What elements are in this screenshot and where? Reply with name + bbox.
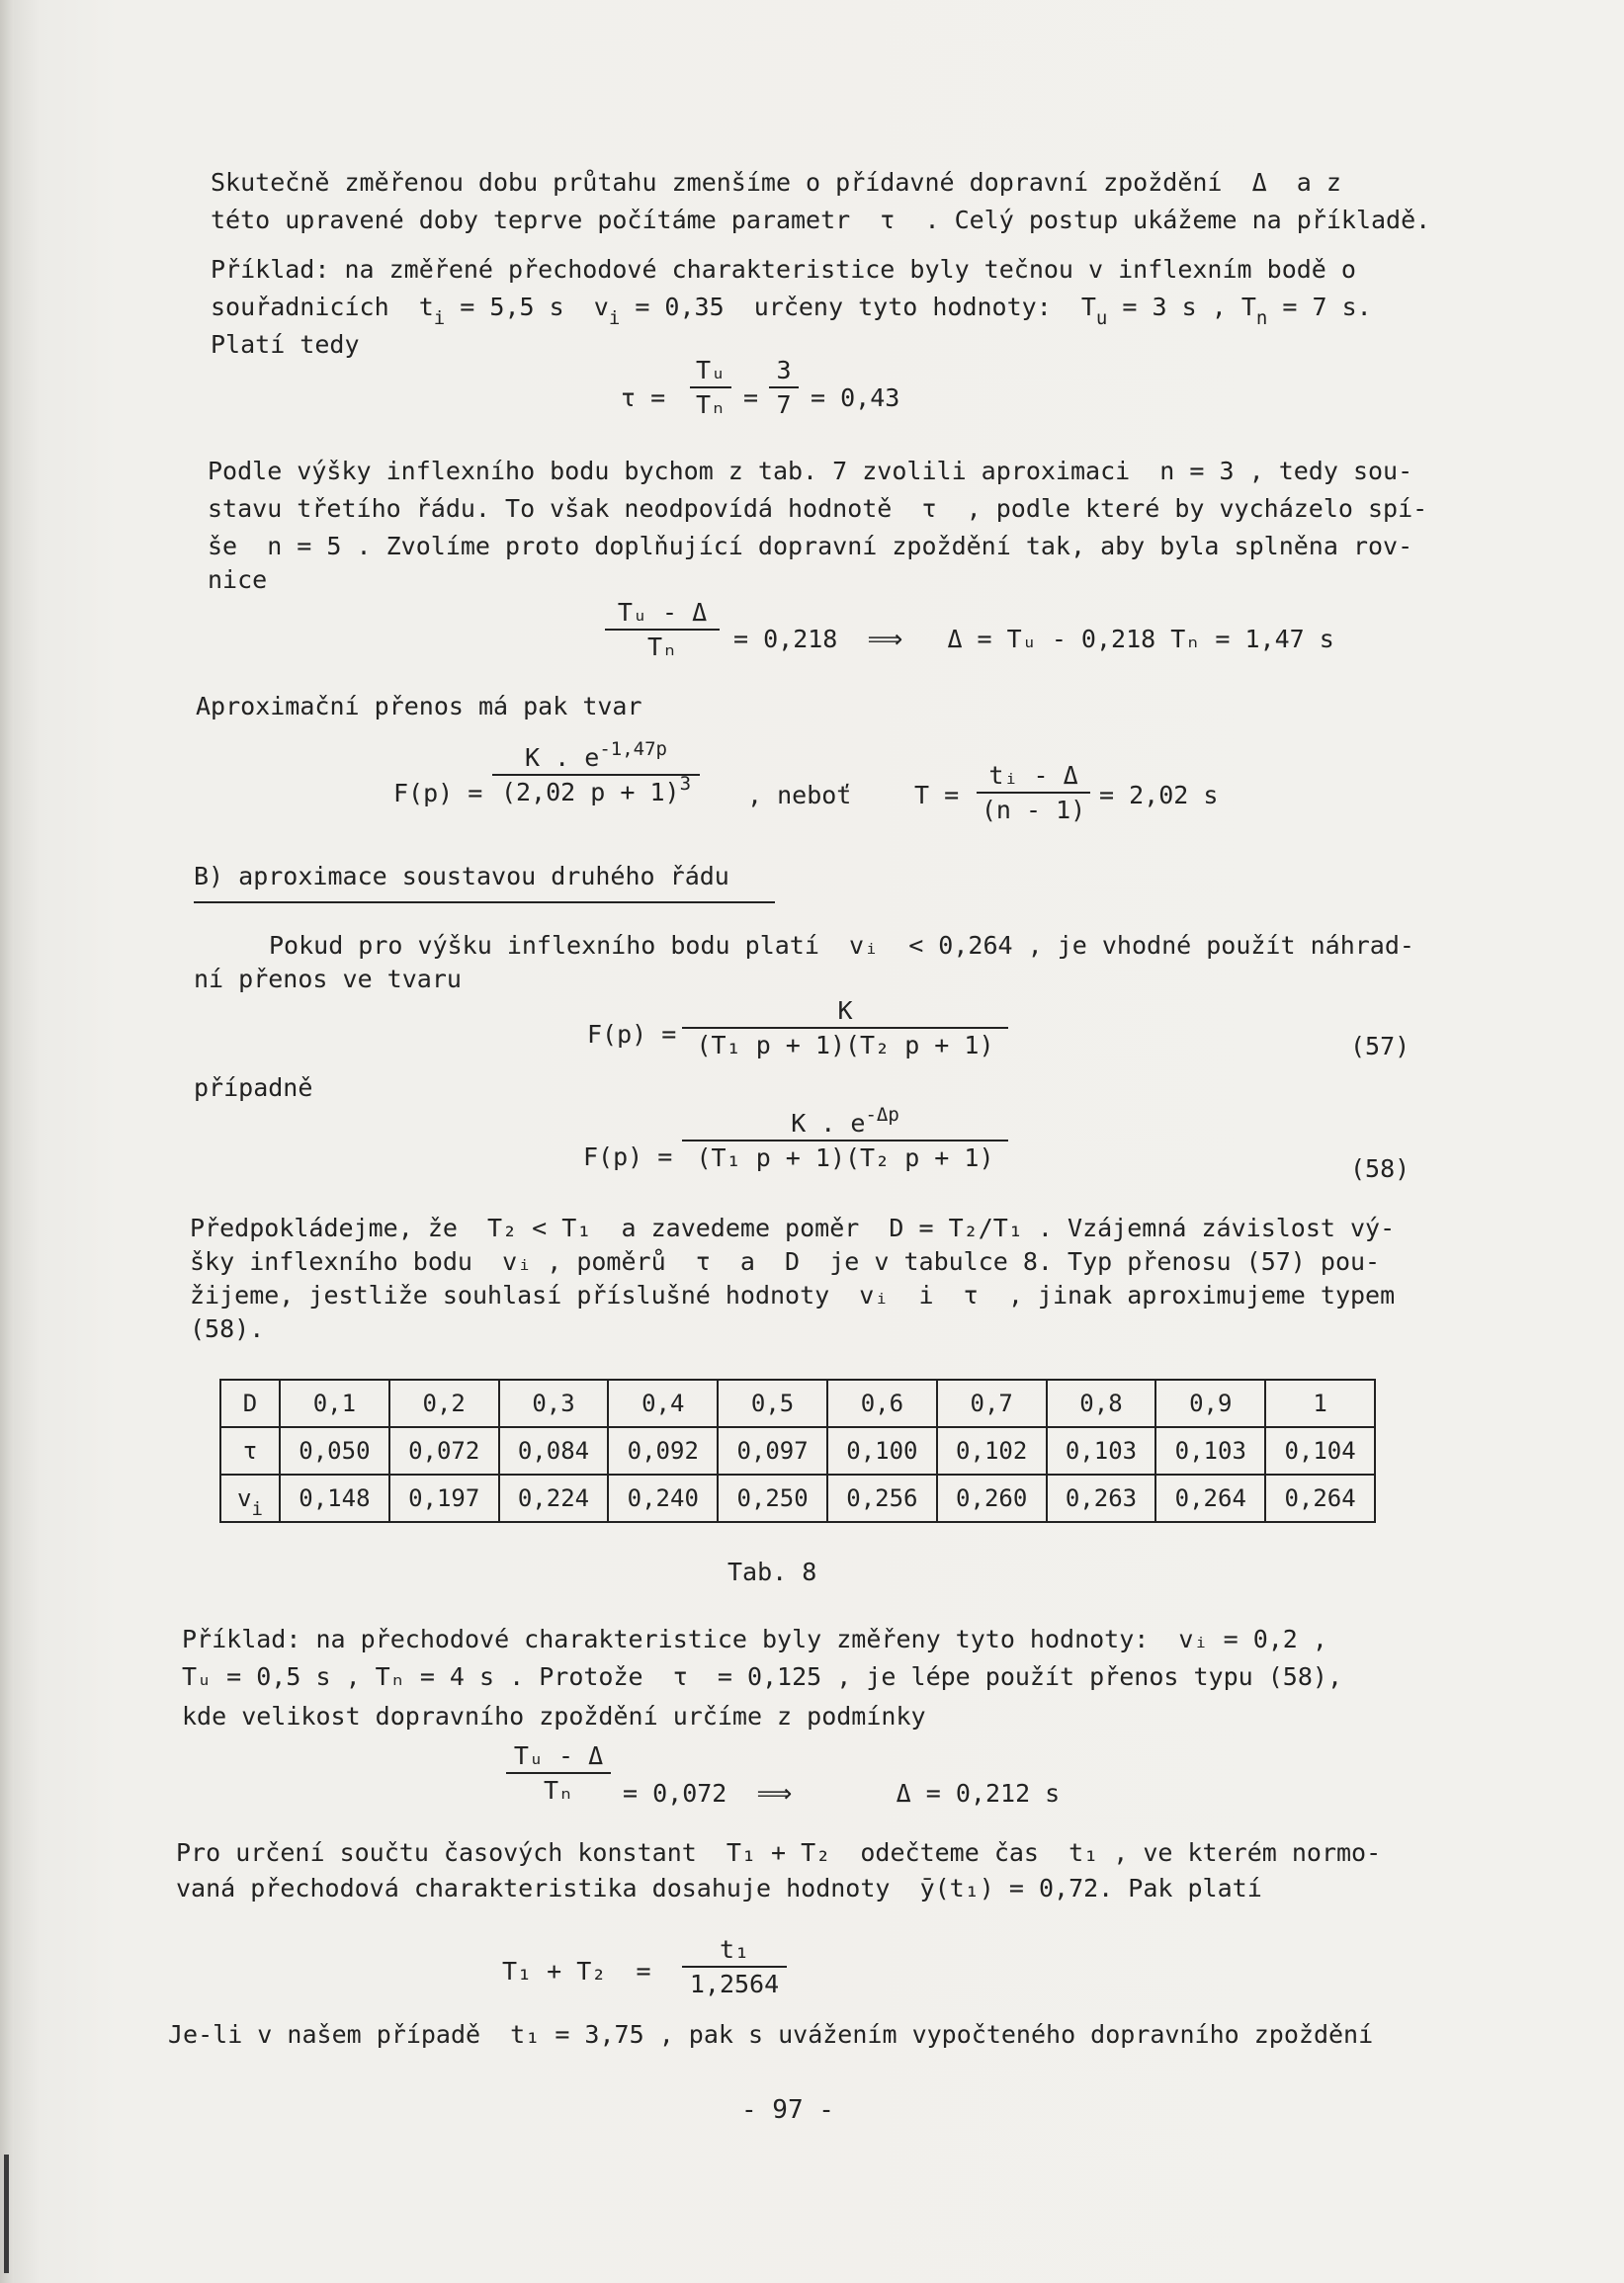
text-line: Podle výšky inflexního bodu bychom z tab. 7 zvolili aproximaci n = 3 , tedy sou- xyxy=(208,457,1413,485)
fraction: t₁ 1,2564 xyxy=(682,1935,787,1998)
table-cell: 1 xyxy=(1265,1380,1375,1427)
text-line: Skutečně změřenou dobu průtahu zmenšíme o přídavné dopravní zpoždění Δ a z xyxy=(211,168,1341,197)
text-line: Platí tedy xyxy=(211,330,360,359)
binding-mark xyxy=(4,2155,9,2273)
table-header-cell: τ xyxy=(220,1427,280,1475)
fraction: K (T₁ p + 1)(T₂ p + 1) xyxy=(682,996,1008,1059)
fraction: Tᵤ - Δ Tₙ xyxy=(506,1741,611,1805)
text-line: , neboť xyxy=(747,781,852,809)
table-cell: 0,250 xyxy=(718,1475,827,1522)
equation-number: (57) xyxy=(1350,1032,1410,1060)
equation-number: (58) xyxy=(1350,1154,1410,1183)
text-line: této upravené doby teprve počítáme parametr τ . Celý postup ukážeme na příkladě. xyxy=(211,206,1431,234)
table-cell: 0,100 xyxy=(827,1427,937,1475)
text-line: F(p) = xyxy=(583,1142,673,1171)
table-cell: 0,197 xyxy=(389,1475,499,1522)
fraction: tᵢ - Δ (n - 1) xyxy=(977,761,1090,824)
page-number: - 97 - xyxy=(741,2095,834,2125)
table-cell: 0,6 xyxy=(827,1380,937,1427)
text-line: T = xyxy=(914,781,960,809)
text-line: F(p) = xyxy=(393,779,483,807)
tau-symbol: τ = xyxy=(621,383,666,412)
table-cell: 0,104 xyxy=(1265,1427,1375,1475)
text-line: = 2,02 s xyxy=(1099,781,1219,809)
text-line: případně xyxy=(194,1073,313,1102)
table-cell: 0,9 xyxy=(1155,1380,1265,1427)
table-cell: 0,084 xyxy=(499,1427,609,1475)
fraction: K . $e^{-\Delta p}$ (T₁ p + 1)(T₂ p + 1) xyxy=(682,1109,1008,1172)
fraction: Tᵤ - Δ Tₙ xyxy=(605,598,720,661)
text-line: Předpokládejme, že T₂ < T₁ a zavedeme poměr D = T₂/T₁ . Vzájemná závislost vý- xyxy=(190,1214,1396,1242)
table-cell: 0,263 xyxy=(1047,1475,1156,1522)
text-line: Pokud pro výšku inflexního bodu platí vᵢ < 0,264 , je vhodné použít náhrad- xyxy=(269,931,1414,960)
table-cell: 0,092 xyxy=(608,1427,718,1475)
table-cell: 0,4 xyxy=(608,1380,718,1427)
fraction: Tᵤ Tₙ xyxy=(690,356,731,419)
table-cell: 0,072 xyxy=(389,1427,499,1475)
table-8 xyxy=(219,1379,1376,1523)
text-line: še n = 5 . Zvolíme proto doplňující dopravní zpoždění tak, aby byla splněna rov- xyxy=(208,532,1413,560)
text-result: = 0,43 xyxy=(811,383,900,412)
table-caption: Tab. 8 xyxy=(727,1558,817,1586)
table-cell: 0,1 xyxy=(280,1380,389,1427)
table-cell: 0,264 xyxy=(1265,1475,1375,1522)
table-cell: 0,3 xyxy=(499,1380,609,1427)
table-cell: 0,148 xyxy=(280,1475,389,1522)
table-header-cell: D xyxy=(220,1380,280,1427)
table-cell: 0,264 xyxy=(1155,1475,1265,1522)
table-cell: 0,097 xyxy=(718,1427,827,1475)
table-cell: 0,102 xyxy=(937,1427,1047,1475)
table-cell: 0,7 xyxy=(937,1380,1047,1427)
text-line: stavu třetího řádu. To však neodpovídá hodnotě τ , podle které by vycházelo spí- xyxy=(208,494,1428,523)
table-cell: 0,2 xyxy=(389,1380,499,1427)
text-line: Aproximační přenos má pak tvar xyxy=(196,692,642,720)
text-line: T₁ + T₂ = xyxy=(502,1957,651,1986)
text-line: F(p) = xyxy=(587,1020,677,1049)
table-cell: 0,050 xyxy=(280,1427,389,1475)
text-line: Příklad: na změřené přechodové charakteristice byly tečnou v inflexním bodě o xyxy=(211,255,1356,284)
table-row xyxy=(220,1380,1375,1427)
text-line: Je-li v našem případě t₁ = 3,75 , pak s uvážením vypočteného dopravního zpoždění xyxy=(168,2020,1374,2049)
table-cell: 0,256 xyxy=(827,1475,937,1522)
table-header-cell: $v_i$ xyxy=(220,1475,280,1522)
heading-underline xyxy=(194,901,775,903)
text-line: Pro určení součtu časových konstant T₁ + T₂ odečteme čas t₁ , ve kterém normo- xyxy=(176,1838,1382,1867)
fraction: 3 7 xyxy=(769,356,799,419)
text-line: nice xyxy=(208,565,268,594)
table-cell: 0,103 xyxy=(1155,1427,1265,1475)
table-cell: 0,260 xyxy=(937,1475,1047,1522)
table-row xyxy=(220,1475,1375,1522)
table-cell: 0,8 xyxy=(1047,1380,1156,1427)
text-equals: = xyxy=(743,383,759,412)
text-line: šky inflexního bodu vᵢ , poměrů τ a D je v tabulce 8. Typ přenosu (57) pou- xyxy=(190,1247,1381,1276)
text-line: Příklad: na přechodové charakteristice byly změřeny tyto hodnoty: vᵢ = 0,2 , xyxy=(182,1625,1327,1653)
text-line: žijeme, jestliže souhlasí příslušné hodnoty vᵢ i τ , jinak aproximujeme typem xyxy=(190,1281,1396,1310)
page-spine xyxy=(0,0,14,2283)
section-heading: B) aproximace soustavou druhého řádu xyxy=(194,862,729,890)
text-line: = 0,218 ⟹ Δ = Tᵤ - 0,218 Tₙ = 1,47 s xyxy=(733,625,1334,653)
table-cell: 0,5 xyxy=(718,1380,827,1427)
text-line: souřadnicích $t_i = 5,5$ s $v_i = 0,35$ určeny tyto hodnoty: $T_u = 3$ s , $T_n = 7$ s. xyxy=(211,293,1372,329)
text-line: (58). xyxy=(190,1314,265,1343)
table-cell: 0,103 xyxy=(1047,1427,1156,1475)
text-line: Tᵤ = 0,5 s , Tₙ = 4 s . Protože τ = 0,125 , je lépe použít přenos typu (58), xyxy=(182,1662,1342,1691)
text-line: = 0,072 ⟹ Δ = 0,212 s xyxy=(623,1779,1061,1808)
text-line: ní přenos ve tvaru xyxy=(194,965,462,993)
fraction: K . $e^{-1,47p}$ (2,02 p + 1)$^3$ xyxy=(492,743,700,806)
table-row xyxy=(220,1427,1375,1475)
table-cell: 0,224 xyxy=(499,1475,609,1522)
text-line: kde velikost dopravního zpoždění určíme z podmínky xyxy=(182,1702,926,1731)
text-line: vaná přechodová charakteristika dosahuje hodnoty ȳ(t₁) = 0,72. Pak platí xyxy=(176,1874,1262,1902)
table-cell: 0,240 xyxy=(608,1475,718,1522)
